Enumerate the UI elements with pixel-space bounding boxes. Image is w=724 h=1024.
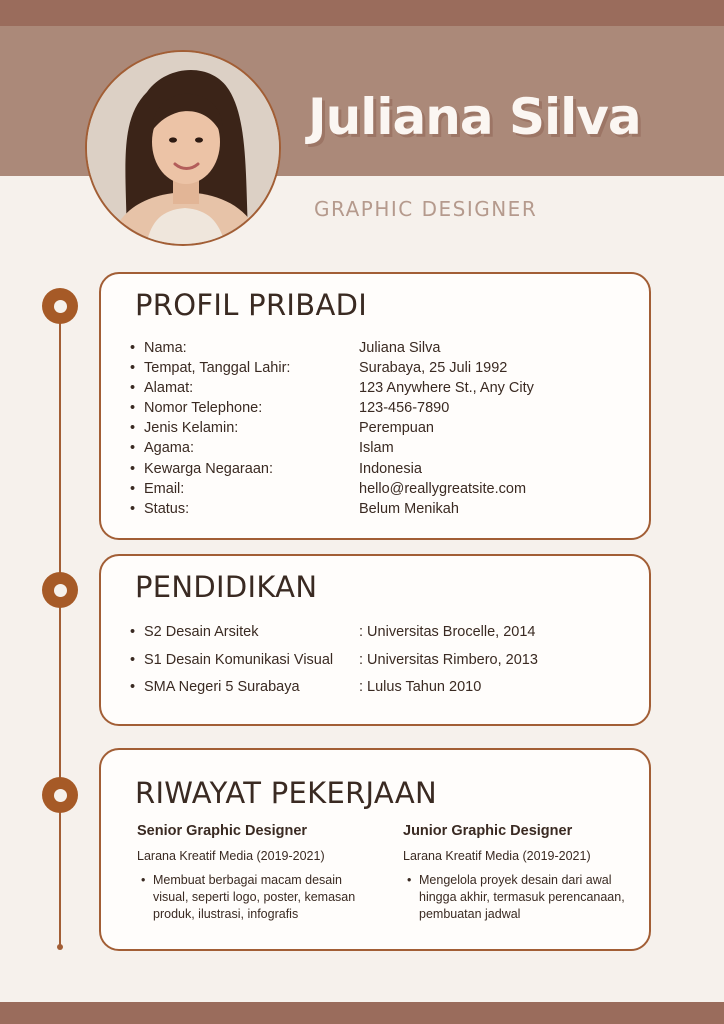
education-value: : Lulus Tahun 2010	[359, 679, 482, 695]
profile-value: 123 Anywhere St., Any City	[359, 380, 534, 397]
work-card	[99, 748, 651, 951]
profile-row	[144, 480, 527, 501]
profile-row	[144, 500, 459, 521]
job-title: Senior Graphic Designer	[137, 823, 308, 839]
profile-row	[144, 360, 508, 380]
education-value: : Universitas Brocelle, 2014	[359, 624, 536, 640]
timeline-node-profile	[42, 288, 78, 324]
profile-card	[99, 272, 651, 540]
education-row	[144, 651, 538, 680]
profile-section-title: PROFIL PRIBADI	[135, 288, 368, 322]
profile-label: Agama:	[144, 440, 194, 457]
education-value: : Universitas Rimbero, 2013	[359, 651, 538, 668]
bottom-strip	[0, 1002, 724, 1024]
profile-row	[144, 340, 441, 360]
profile-list	[144, 340, 534, 521]
job-title: Junior Graphic Designer	[403, 823, 573, 839]
profile-value: 123-456-7890	[359, 400, 450, 417]
top-strip	[0, 0, 724, 26]
profile-row	[144, 380, 534, 400]
profile-label: Nama:	[144, 340, 187, 356]
profile-photo-illustration	[87, 52, 281, 246]
profile-row	[144, 400, 450, 420]
education-label: S2 Desain Arsitek	[144, 624, 259, 640]
work-section-title: RIWAYAT PEKERJAAN	[135, 776, 437, 810]
timeline-end-dot	[57, 944, 63, 950]
profile-label: Tempat, Tanggal Lahir:	[144, 360, 291, 377]
profile-label: Jenis Kelamin:	[144, 420, 239, 437]
profile-value: Islam	[359, 440, 394, 457]
profile-row	[144, 440, 394, 460]
education-card	[99, 554, 651, 726]
profile-value: Juliana Silva	[359, 340, 441, 356]
job-entry-senior	[137, 823, 377, 923]
profile-row	[144, 460, 422, 481]
profile-value: hello@reallygreatsite.com	[359, 480, 527, 497]
job-company: Larana Kreatif Media (2019-2021)	[403, 849, 591, 863]
timeline-line	[59, 306, 61, 948]
profile-label: Email:	[144, 480, 185, 497]
profile-value: Surabaya, 25 Juli 1992	[359, 360, 508, 377]
profile-photo	[85, 50, 281, 246]
education-label: SMA Negeri 5 Surabaya	[144, 679, 300, 695]
profile-value: Perempuan	[359, 420, 434, 437]
timeline-node-work	[42, 777, 78, 813]
profile-value: Indonesia	[359, 460, 422, 477]
profile-label: Nomor Telephone:	[144, 400, 263, 417]
job-description: • Membuat berbagai macam desain visual, seperti logo, poster, kemasan produk, ilustrasi, infografis	[137, 872, 377, 923]
job-entry-junior	[403, 823, 643, 923]
person-name: Juliana Silva	[308, 88, 641, 146]
profile-row	[144, 420, 434, 440]
profile-label: Status:	[144, 500, 190, 517]
job-company: Larana Kreatif Media (2019-2021)	[137, 849, 325, 863]
education-label: S1 Desain Komunikasi Visual	[144, 651, 334, 668]
job-description: • Mengelola proyek desain dari awal hingga akhir, termasuk perencanaan, pembuatan jadwal	[403, 872, 643, 923]
education-section-title: PENDIDIKAN	[135, 570, 318, 604]
timeline-node-education	[42, 572, 78, 608]
education-row	[144, 624, 536, 652]
education-row	[144, 679, 482, 707]
profile-label: Alamat:	[144, 380, 194, 397]
profile-value: Belum Menikah	[359, 500, 459, 517]
education-list	[144, 624, 538, 707]
job-role: GRAPHIC DESIGNER	[314, 197, 538, 221]
profile-label: Kewarga Negaraan:	[144, 460, 273, 477]
